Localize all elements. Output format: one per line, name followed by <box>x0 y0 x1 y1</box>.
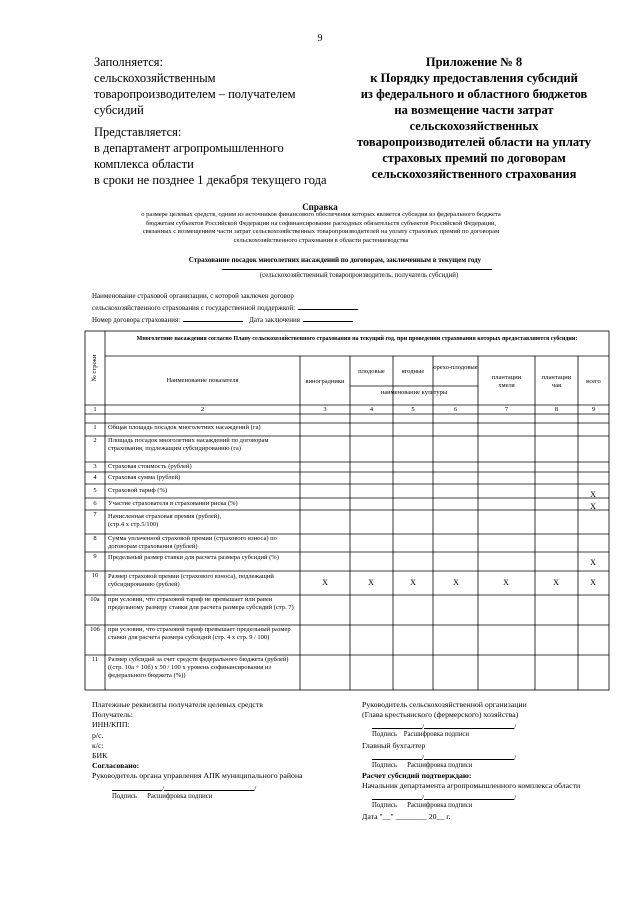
row-label: Начисленная страховая премия (рублей), (стр.4 х стр.5/100) <box>108 513 222 528</box>
signature-line: / / <box>372 791 622 801</box>
row-label: Страховой тариф (%) <box>108 487 168 494</box>
row-label: Размер страховой премии (страхового взноса), подлежащий субсидированию (рублей) <box>108 573 274 588</box>
inn-label: ИНН/КПП: <box>92 720 130 730</box>
col-number: 6 <box>453 406 458 413</box>
x-mark: X <box>322 578 328 587</box>
row-label: при условии, что страховой тариф превышает предельный размер ставки для расчета размера субсидий (стр. 4 х стр. 9 / 100) <box>108 626 291 641</box>
submission-note: Представляется: в департамент агропромышленного комплекса области в сроки не позднее 1 декабря текущего года <box>94 125 327 187</box>
col-number: 4 <box>369 406 374 413</box>
agreed-label: Согласовано: <box>92 761 140 771</box>
x-mark: X <box>590 578 596 587</box>
confirmed-label: Расчет субсидий подтверждаю: <box>362 771 472 781</box>
col-number: 8 <box>554 406 559 413</box>
col-number: 7 <box>504 406 509 413</box>
payment-details-block <box>92 700 352 802</box>
x-mark: X <box>590 502 596 511</box>
insurer-label: Наименование страховой организации, с которой заключен договор сельскохозяйственного страхования с государственной поддержкой: <box>92 292 296 312</box>
col-header-berry: ягодные <box>401 368 425 375</box>
col-number: 5 <box>411 406 415 413</box>
row-label: Страховая сумма (рублей) <box>108 474 181 481</box>
group-header: Многолетние насаждения согласно Плану сельскохозяйственного страхования на текущий год, при проведении страхования которых предоставляются субсидии: <box>136 336 578 342</box>
row-number-header-cell <box>85 331 105 405</box>
x-mark: X <box>553 578 559 587</box>
date-field: Дата "__" ________ 20__ г. <box>362 811 451 821</box>
signature-line: / / <box>112 782 352 792</box>
row-label: Общая площадь посадок многолетних насаждений (га) <box>108 424 261 431</box>
row-number: 9 <box>93 553 97 560</box>
row-label: Предельный размер ставки для расчета размера субсидий (%) <box>108 554 279 561</box>
x-mark: X <box>590 558 596 567</box>
rs-label: р/с. <box>92 730 104 740</box>
col-header-fruit: плодовые <box>358 368 385 375</box>
signature-caption: Подпись Расшифровка подписи <box>372 761 473 769</box>
x-mark: X <box>453 578 459 587</box>
row-label: Размер субсидий за счет средств федерального бюджета (рублей) ((стр. 10а + 10б) х 50 / 100 х уровень софинансирования из федерального бюджета (%)) <box>108 656 289 679</box>
row-label: Площадь посадок многолетних насаждений по договорам страхования, подлежащим субсидированию (га) <box>108 437 269 452</box>
row-number: 7 <box>93 511 97 518</box>
col-header-vineyards: виноградники <box>305 378 345 385</box>
col-header-tea: плантации чая <box>541 374 572 389</box>
producer-caption: (сельскохозяйственный товаропроизводитель, получатель субсидий) <box>259 272 459 279</box>
row-label: Страховая стоимость (рублей) <box>108 463 192 470</box>
annex-heading: Приложение № 8 к Порядку предоставления субсидий из федерального и областного бюджетов на возмещение части затрат сельскохозяйственных товаропроизводителей области на уплату страховых премий по договорам сельскохозяйственного страхования <box>356 55 592 181</box>
row-label: Сумма уплаченной страховой премии (страхового взноса) по договорам страхования (рублей) <box>108 535 277 550</box>
row-label: при условии, что страховой тариф не превышает или равен предельному размеру ставки для расчета размера субсидий (стр. 7) <box>108 596 294 611</box>
head-apk-label: Руководитель органа управления АПК муниципального района <box>92 771 303 781</box>
row-number: 3 <box>93 463 97 470</box>
page-number: 9 <box>317 33 323 44</box>
row-label: Участие страхователя в страховании риска (%) <box>108 500 238 507</box>
contract-date-label: Дата заключения <box>249 316 300 324</box>
signature-line: / / <box>372 720 622 730</box>
head-dept-label: Начальник департамента агропромышленного комплекса области <box>362 781 581 791</box>
row-number-header: № строки <box>91 354 98 382</box>
recipient-label: Получатель: <box>92 710 133 720</box>
x-mark: X <box>410 578 416 587</box>
col-header-nut: орехо-плодовые <box>433 364 478 371</box>
insurance-title: Страхование посадок многолетних насаждений по договорам, заключенным в текущем году <box>188 256 482 264</box>
row-number: 8 <box>93 535 97 542</box>
row-number: 10а <box>90 596 100 603</box>
col-number: 3 <box>323 406 327 413</box>
x-mark: X <box>590 490 596 499</box>
payment-details-heading: Платежные реквизиты получателя целевых средств <box>92 700 263 709</box>
row-number: 1 <box>93 424 97 431</box>
signature-caption: Подпись Расшифровка подписи <box>372 731 469 739</box>
col-header-hops: плантации хмеля <box>491 374 522 389</box>
filled-by-note: Заполняется: сельскохозяйственным товаропроизводителем – получателем субсидий <box>94 55 296 117</box>
row-number: 10 <box>91 572 99 579</box>
col-number: 2 <box>200 406 205 413</box>
certificate-title: Справка <box>302 202 338 212</box>
certificate-description: о размере целевых средств, одним из источников финансового обеспечения которых является субсидия из федерального бюджета бюджетам субъектов Российской Федерации на софинансирование расходных обязательств субъектов Российской Федерации, связанных с возмещением части затрат сельскохозяйственных товаропроизводителей на уплату страховых премий по договорам сельскохозяйственного страхования в области растениеводства <box>141 211 501 244</box>
ks-label: к/с: <box>92 740 104 750</box>
row-number: 5 <box>93 487 97 494</box>
row-number: 4 <box>93 474 97 481</box>
chief-accountant-label: Главный бухгалтер <box>362 740 426 750</box>
row-number: 10б <box>90 626 100 633</box>
signature-line: / / <box>372 751 622 761</box>
crop-name-header: наименование культуры <box>380 389 448 396</box>
signatures-block <box>362 700 622 822</box>
col-number: 9 <box>591 406 596 413</box>
col-header-total: всего <box>586 378 601 385</box>
col-number: 1 <box>93 406 97 413</box>
row-number: 6 <box>93 500 97 507</box>
row-number: 11 <box>91 656 99 663</box>
x-mark: X <box>503 578 509 587</box>
row-number: 2 <box>93 437 97 444</box>
indicator-header: Наименование показателя <box>166 377 239 384</box>
head-org-label: Руководитель сельскохозяйственной организации (Глава крестьянского (фермерского) хозяйства) <box>362 700 527 720</box>
signature-caption: Подпись Расшифровка подписи <box>112 792 213 800</box>
contract-number-label: Номер договора страхования: <box>92 316 181 324</box>
bik-label: БИК <box>92 751 108 761</box>
x-mark: X <box>368 578 374 587</box>
signature-caption: Подпись Расшифровка подписи <box>372 802 473 810</box>
